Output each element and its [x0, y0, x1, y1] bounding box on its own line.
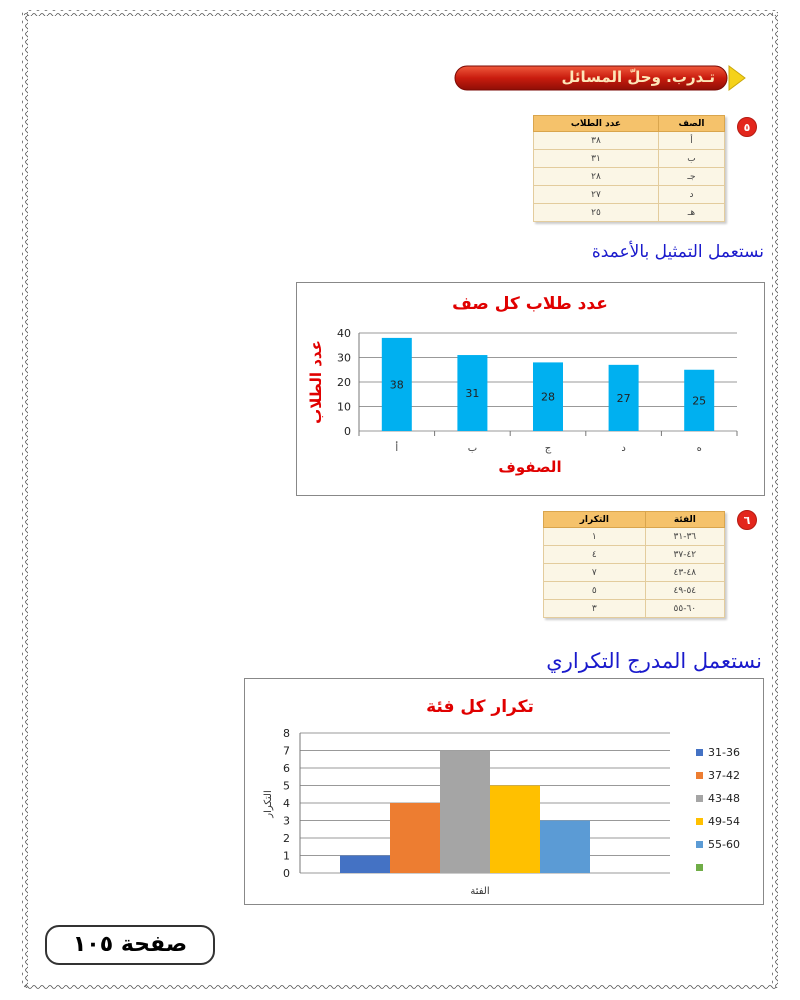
chart-title: تكرار كل فئة: [426, 697, 534, 717]
table-cell: ٤: [544, 546, 646, 564]
y-tick-label: 1: [283, 849, 290, 863]
table-row: [534, 150, 725, 168]
y-axis-title: التكرار: [263, 790, 274, 818]
x-tick-label: أ: [395, 443, 399, 454]
table-cell: أ: [658, 132, 724, 150]
table-cell: ٥٤-٤٩: [645, 582, 724, 600]
y-tick-label: 5: [283, 779, 290, 793]
x-tick-label: ج: [544, 443, 552, 454]
y-tick-label: 3: [283, 814, 290, 828]
legend-swatch: [696, 864, 703, 871]
table-cell: ٦٠-٥٥: [645, 600, 724, 618]
problem-5-number: ٥: [737, 117, 757, 137]
table-header: الفئة: [645, 512, 724, 528]
table-header: الصف: [658, 116, 724, 132]
x-tick-label: ه: [696, 443, 702, 454]
legend-swatch: [696, 818, 703, 825]
data-label: 25: [692, 394, 707, 408]
y-tick-label: 8: [283, 727, 290, 740]
x-axis-title: الصفوف: [498, 458, 562, 476]
table-cell: ١: [544, 528, 646, 546]
y-tick-label: 10: [337, 400, 351, 414]
table-header: عدد الطلاب: [534, 116, 659, 132]
y-tick-label: 0: [283, 867, 290, 880]
table-row: [534, 132, 725, 150]
histogram-bar: [440, 751, 490, 874]
table-row: [544, 564, 725, 582]
table-row: [534, 186, 725, 204]
chart-1-frame: [296, 282, 765, 496]
page-number: صفحة ١٠٥: [45, 925, 215, 965]
table-row: [544, 546, 725, 564]
table-header-row: [544, 512, 725, 528]
table-row: [544, 528, 725, 546]
chart-2-frame: [244, 678, 764, 905]
histogram-bar: [390, 803, 440, 873]
table-cell: ٣٦-٣١: [645, 528, 724, 546]
y-tick-label: 4: [283, 797, 290, 810]
legend-swatch: [696, 795, 703, 802]
table-cell: ٣: [544, 600, 646, 618]
chart-title: عدد طلاب كل صف: [452, 294, 608, 314]
legend-label: 49-54: [708, 815, 740, 828]
table-cell: ٥: [544, 582, 646, 600]
y-axis-title: عدد الطلاب: [307, 340, 325, 424]
table-cell: ب: [658, 150, 724, 168]
problem-5-heading: نستعمل التمثيل بالأعمدة: [591, 242, 764, 262]
table-cell: د: [658, 186, 724, 204]
frequency-histogram: [245, 679, 763, 904]
legend-swatch: [696, 749, 703, 756]
banner-title: تـدرب. وحلّ المسائل: [561, 68, 715, 86]
data-label: 31: [465, 387, 480, 401]
problem-6-number: ٦: [737, 510, 757, 530]
legend-swatch: [696, 772, 703, 779]
table-cell: جـ: [658, 168, 724, 186]
frequency-table: [543, 511, 725, 618]
table-row: [544, 582, 725, 600]
y-tick-label: 6: [283, 762, 290, 775]
y-tick-label: 40: [337, 327, 351, 340]
legend-swatch: [696, 841, 703, 848]
banner-arrow-icon: [729, 66, 745, 90]
data-label: 28: [541, 390, 555, 404]
table-cell: ٢٨: [534, 168, 659, 186]
table-cell: ٣١: [534, 150, 659, 168]
table-header-row: [534, 116, 725, 132]
x-tick-label: ب: [467, 443, 478, 454]
y-tick-label: 2: [283, 832, 290, 845]
x-tick-label: د: [621, 443, 626, 454]
table-cell: ٣٨: [534, 132, 659, 150]
table-cell: ٤٨-٤٣: [645, 564, 724, 582]
histogram-bar: [540, 821, 590, 874]
problem-6-heading: نستعمل المدرج التكراري: [546, 649, 762, 673]
legend-label: 43-48: [708, 792, 740, 805]
students-bar-chart: [297, 283, 764, 495]
table-row: [534, 204, 725, 222]
y-tick-label: 30: [337, 351, 351, 365]
data-label: 38: [389, 378, 404, 392]
table-header: التكرار: [544, 512, 646, 528]
legend-label: 55-60: [708, 838, 740, 851]
table-cell: ٢٧: [534, 186, 659, 204]
histogram-bar: [340, 856, 390, 874]
x-axis-title: الفئة: [470, 886, 490, 897]
table-cell: ٢٥: [534, 204, 659, 222]
class-students-table: [533, 115, 725, 222]
table-cell: هـ: [658, 204, 724, 222]
y-tick-label: 20: [337, 376, 351, 389]
table-row: [544, 600, 725, 618]
legend-label: 37-42: [708, 769, 740, 782]
legend-label: 31-36: [708, 746, 740, 759]
table-row: [534, 168, 725, 186]
y-tick-label: 7: [283, 744, 290, 758]
table-cell: ٤٢-٣٧: [645, 546, 724, 564]
histogram-bar: [490, 786, 540, 874]
table-cell: ٧: [544, 564, 646, 582]
data-label: 27: [616, 391, 631, 405]
y-tick-label: 0: [344, 425, 351, 438]
